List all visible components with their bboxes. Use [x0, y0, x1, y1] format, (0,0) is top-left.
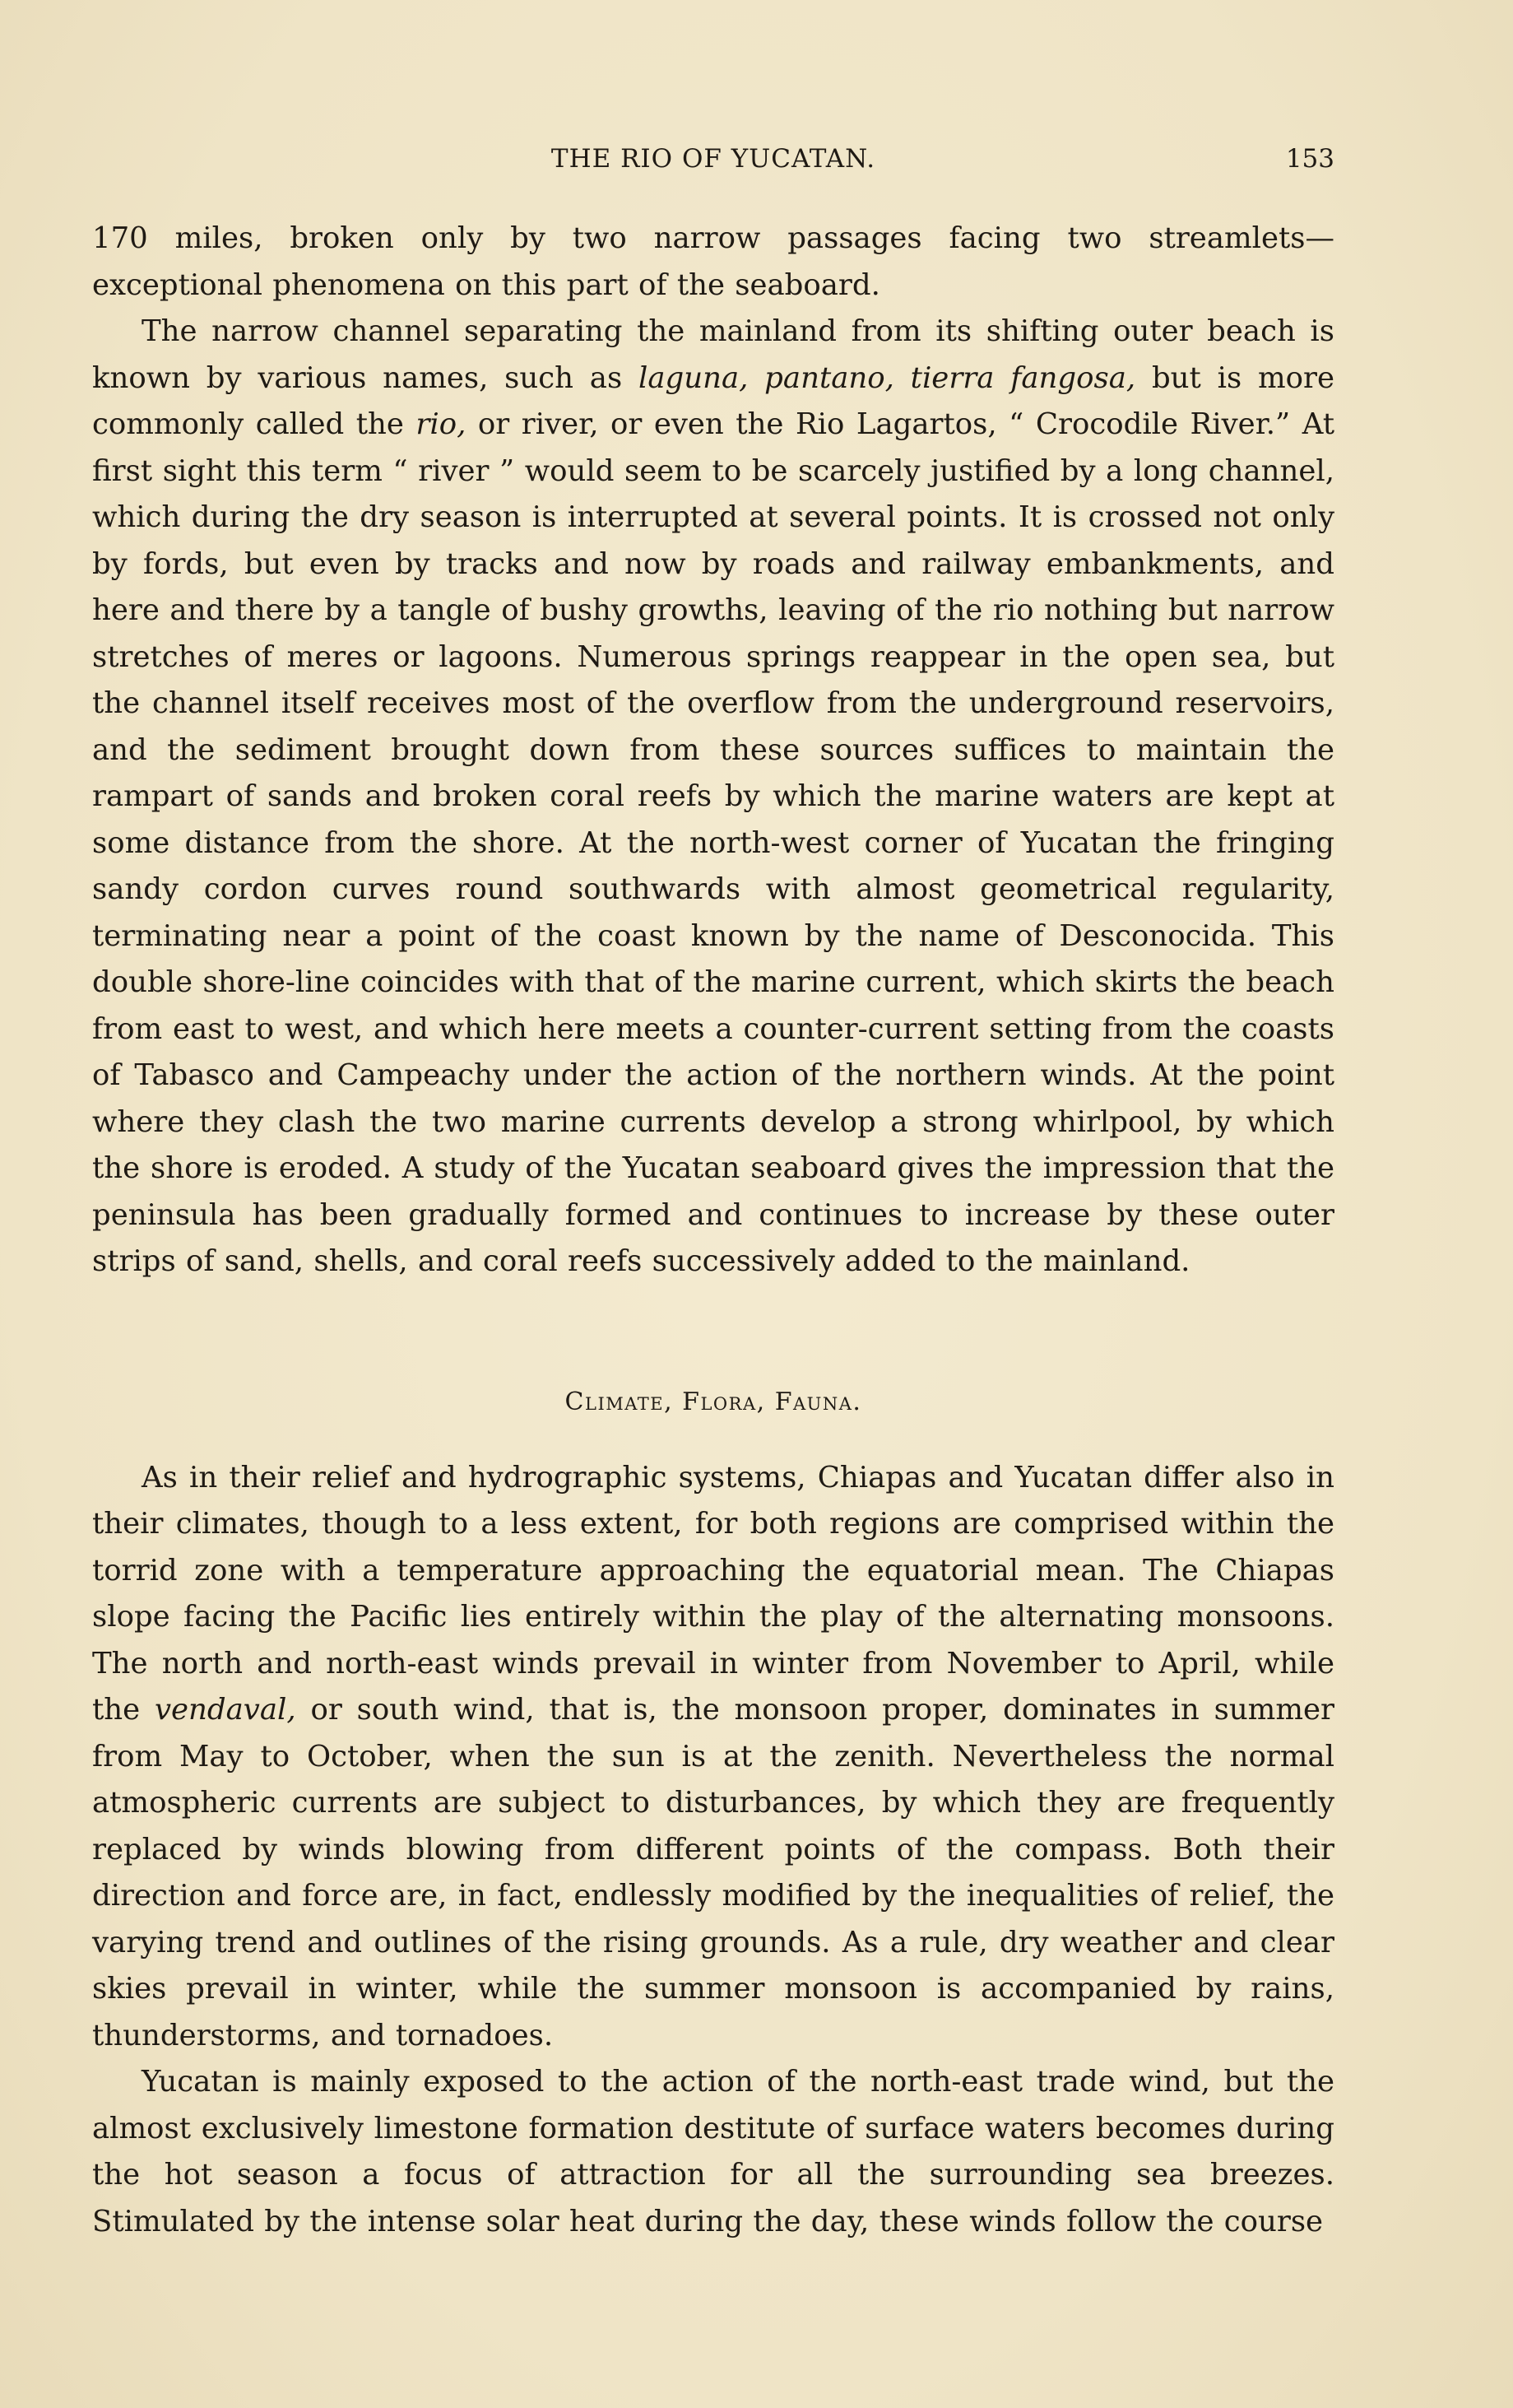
text-run: or river, or even the Rio Lagartos, “ Crocodile River.” At first sight this term “ river ” would seem to be scarcely justified by a long channel, which during the dry season is interrupted at several points. It is crossed not only by fords, but even by tracks and now by roads and railway embankments, and here and there by a tangle of bushy growths, leaving of the rio nothing but narrow stretches of meres or lagoons. Numerous springs reappear in the open sea, but the channel itself receives most of the overflow from the underground reservoirs, and the sediment brought down from these sources suffices to maintain the rampart of sands and broken coral reefs by which the marine waters are kept at some distance from the shore. At the north-west corner of Yucatan the fringing sandy cordon curves round southwards with almost geometrical regularity, terminating near a point of the coast known by the name of Desconocida. This double shore-line coincides with that of the marine current, which skirts the beach from east to west, and which here meets a counter-current setting from the coasts of Tabasco and Campeachy under the action of the northern winds. At the point where they clash the two marine currents develop a strong whirlpool, by which the shore is eroded. A study of the Yucatan seaboard gives the impression that the peninsula has been gradually formed and continues to increase by these outer strips of sand, shells, and coral reefs successively added to the mainland. [92, 407, 1334, 1278]
paragraph [92, 2059, 1334, 2245]
section-heading: Climate, Flora, Fauna. [564, 1387, 862, 1416]
italic-text: rio, [415, 407, 466, 441]
paragraph [92, 216, 1334, 309]
paragraphs-before-heading [92, 216, 1334, 1285]
text-run: 170 miles, broken only by two narrow passages facing two streamlets—exceptional phenomena on this part of the seaboard. [92, 221, 1334, 302]
page-number: 153 [1285, 144, 1334, 174]
text-run: As in their relief and hydrographic systems, Chiapas and Yucatan differ also in their climates, though to a less extent, for both regions are comprised within the torrid zone with a temperature approaching the equatorial mean. The Chiapas slope facing the Pacific lies entirely within the play of the alternating monsoons. The north and north-east winds prevail in winter from November to April, while the [92, 1460, 1334, 1727]
text-run: The narrow channel separating the mainland from its shifting outer beach is known by various names, such as [92, 314, 1334, 395]
text-run: but is more commonly called the [92, 360, 1334, 441]
paragraph [92, 309, 1334, 1285]
running-title: THE RIO OF YUCATAN. [550, 144, 876, 174]
paragraphs-after-heading [92, 1455, 1334, 2246]
paragraph [92, 1455, 1334, 2060]
text-run: or south wind, that is, the monsoon proper, dominates in summer from May to October, when the sun is at the zenith. Nevertheless the normal atmospheric currents are subject to disturbances, by which they are frequently replaced by winds blowing from different points of the compass. Both their direction and force are, in fact, endlessly modified by the inequalities of relief, the varying trend and outlines of the rising grounds. As a rule, dry weather and clear skies prevail in winter, while the summer monsoon is accompanied by rains, thunderstorms, and tornadoes. [92, 1693, 1334, 2052]
page-header [92, 138, 1334, 179]
text-run: Yucatan is mainly exposed to the action of the north-east trade wind, but the almost exclusively limestone formation destitute of surface waters becomes during the hot season a focus of attraction for all the surrounding sea breezes. Stimulated by the intense solar heat during the day, these winds follow the course [92, 2065, 1334, 2238]
body-text [92, 216, 1334, 2245]
italic-text: laguna, pantano, tierra fangosa, [638, 360, 1136, 395]
italic-text: vendaval, [154, 1693, 296, 1727]
